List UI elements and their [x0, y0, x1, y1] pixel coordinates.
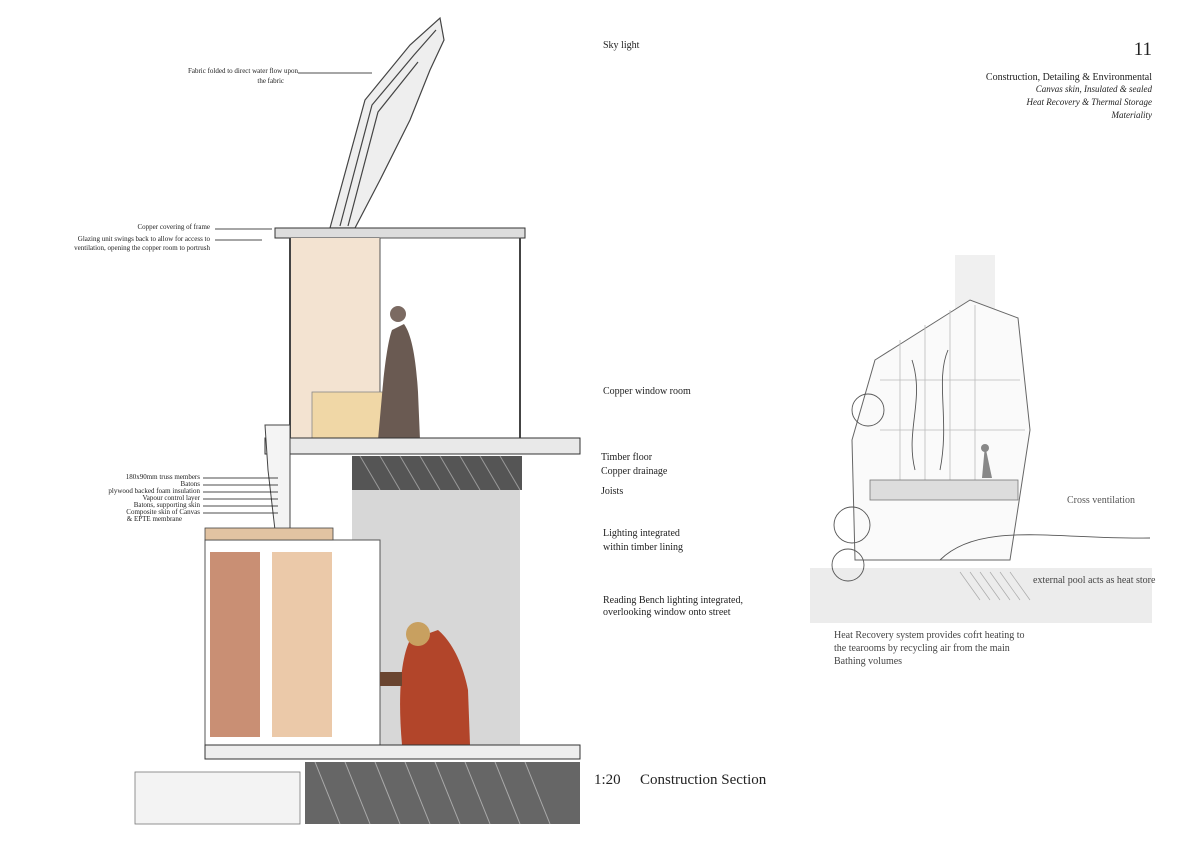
label-reading-2: overlooking window onto street: [603, 607, 731, 618]
header-line-1: Canvas skin, Insulated & sealed: [1035, 84, 1152, 94]
label-lighting-1: Lighting integrated: [603, 528, 680, 539]
env-note-3: Bathing volumes: [834, 656, 903, 667]
label-cross-ventilation: Cross ventilation: [1067, 495, 1136, 506]
floor-slab: [870, 480, 1018, 500]
label-lighting-2: within timber lining: [603, 542, 683, 553]
label-copper-drainage: Copper drainage: [601, 466, 668, 477]
page-number: 11: [1133, 39, 1152, 60]
note-layer-7: & EPTE membrane: [126, 515, 182, 523]
label-sky-light: Sky light: [603, 40, 640, 51]
header-line-3: Materiality: [1111, 110, 1152, 120]
label-joists: Joists: [601, 486, 624, 497]
note-layer-3: plywood backed foam insulation: [108, 487, 200, 495]
note-layer-5: Batons, supporting skin: [133, 501, 200, 509]
note-fabric-2: the fabric: [257, 77, 284, 85]
note-fabric-1: Fabric folded to direct water flow upon: [187, 67, 298, 75]
header-line-2: Heat Recovery & Thermal Storage: [1026, 97, 1152, 107]
note-layer-1: 180x90mm truss members: [125, 473, 200, 481]
label-timber-floor: Timber floor: [601, 452, 653, 463]
note-layer-2: Batons: [180, 480, 200, 488]
env-note-1: Heat Recovery system provides cofrt heating to: [834, 630, 1025, 641]
header-title: Construction, Detailing & Environmental: [985, 72, 1152, 83]
note-glazing-1: Glazing unit swings back to allow for access to: [77, 235, 210, 243]
caption-title: Construction Section: [640, 772, 767, 788]
label-pool: external pool acts as heat store: [1033, 575, 1156, 586]
note-copper-covering: Copper covering of frame: [137, 223, 210, 231]
note-layer-6: Composite skin of Canvas: [126, 508, 200, 516]
env-note-2: the tearooms by recycling air from the main: [834, 643, 1010, 654]
note-layer-4: Vapour control layer: [142, 494, 200, 502]
label-copper-window-room: Copper window room: [603, 386, 691, 397]
label-reading-1: Reading Bench lighting integrated,: [603, 595, 743, 606]
note-glazing-2: ventilation, opening the copper room to portrush: [74, 244, 210, 252]
caption-scale: 1:20: [594, 772, 621, 788]
